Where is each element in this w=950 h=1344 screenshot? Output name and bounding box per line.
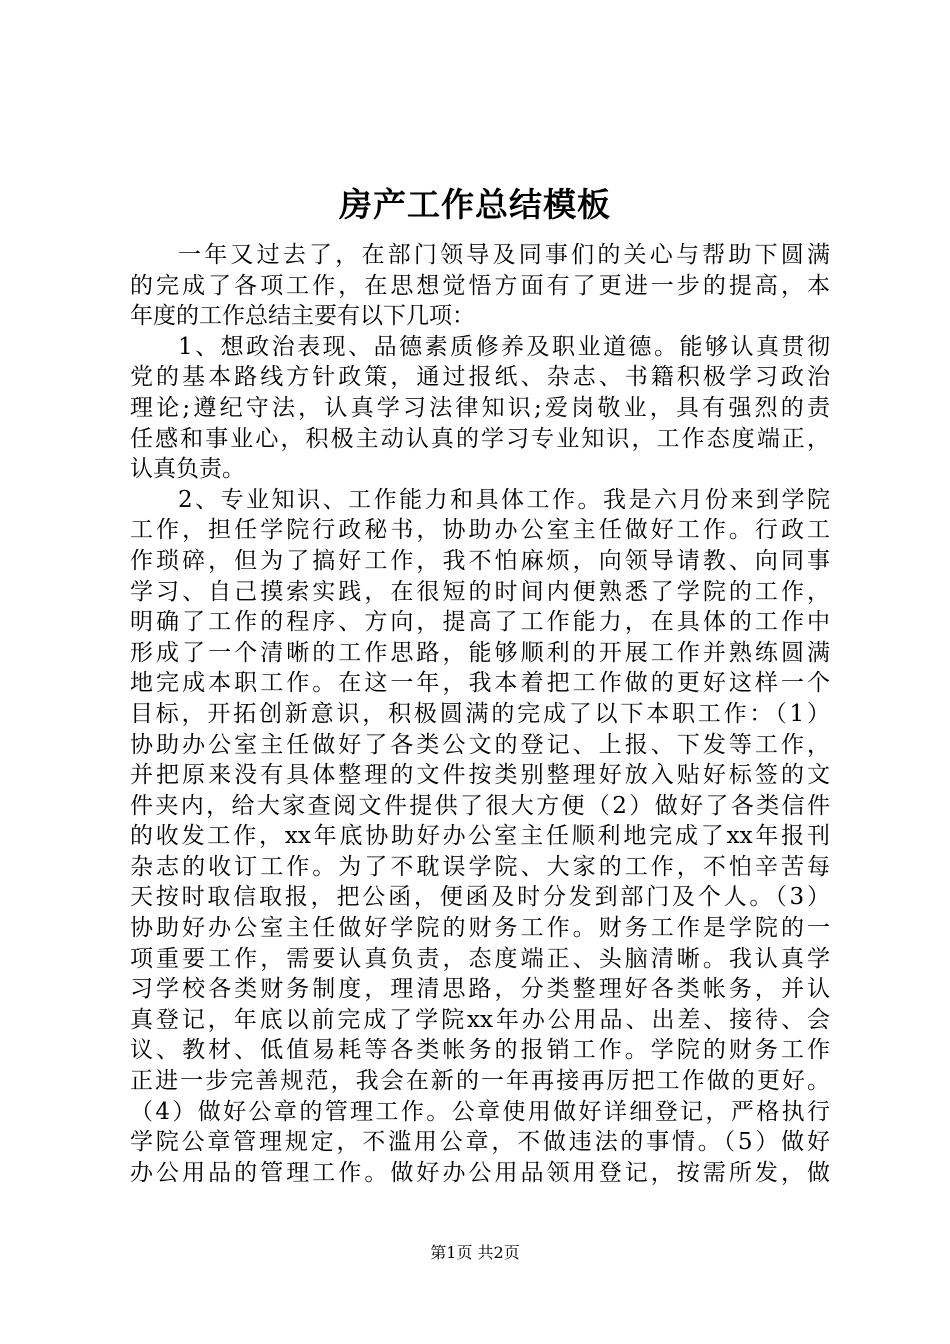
paragraph-line: （4）做好公章的管理工作。公章使用做好详细登记，严格执行	[130, 1098, 830, 1125]
paragraph-line: 正进一步完善规范，我会在新的一年再接再厉把工作做的更好。	[130, 1068, 830, 1095]
paragraph-line: 任感和事业心，积极主动认真的学习专业知识，工作态度端正，	[130, 425, 830, 452]
paragraph-line: 作琐碎，但为了搞好工作，我不怕麻烦，向领导请教、向同事	[130, 547, 830, 574]
paragraph-line: 理论;遵纪守法，认真学习法律知识;爱岗敬业，具有强烈的责	[130, 394, 830, 421]
paragraph-line: 年度的工作总结主要有以下几项：	[130, 303, 475, 330]
paragraph-line: 习学校各类财务制度，理清思路，分类整理好各类帐务，并认	[130, 976, 830, 1003]
document-title: 房产工作总结模板	[339, 185, 611, 224]
paragraph-line: 协助好办公室主任做好学院的财务工作。财务工作是学院的一	[130, 915, 830, 942]
paragraph-line: 党的基本路线方针政策，通过报纸、杂志、书籍积极学习政治	[130, 364, 830, 391]
paragraph-line: 真登记，年底以前完成了学院xx年办公用品、出差、接待、会	[130, 1006, 830, 1033]
paragraph-line: 办公用品的管理工作。做好办公用品领用登记，按需所发，做	[130, 1159, 830, 1186]
paragraph-line: 工作，担任学院行政秘书，协助办公室主任做好工作。行政工	[130, 517, 830, 544]
paragraph-line: 地完成本职工作。在这一年，我本着把工作做的更好这样一个	[130, 670, 830, 697]
paragraph-line: 并把原来没有具体整理的文件按类别整理好放入贴好标签的文	[130, 762, 830, 789]
paragraph-line: 认真负责。	[130, 456, 245, 483]
paragraph-line: 杂志的收订工作。为了不耽误学院、大家的工作，不怕辛苦每	[130, 853, 830, 880]
paragraph-line: 学习、自己摸索实践，在很短的时间内便熟悉了学院的工作，	[130, 578, 830, 605]
page-number-footer: 第1页 共2页	[430, 1243, 520, 1262]
paragraph-line: 学院公章管理规定，不滥用公章，不做违法的事情。（5）做好	[130, 1129, 830, 1156]
paragraph-line: 的完成了各项工作，在思想觉悟方面有了更进一步的提高，本	[130, 272, 830, 299]
paragraph-line: 目标，开拓创新意识，积极圆满的完成了以下本职工作：（1）	[130, 700, 830, 727]
paragraph-line: 一年又过去了，在部门领导及同事们的关心与帮助下圆满	[178, 242, 830, 268]
document-body	[130, 240, 830, 1188]
paragraph-line: 1、想政治表现、品德素质修养及职业道德。能够认真贯彻	[178, 333, 830, 360]
paragraph-line: 件夹内，给大家查阅文件提供了很大方便（2）做好了各类信件	[130, 792, 830, 819]
paragraph-line: 的收发工作，xx年底协助好办公室主任顺利地完成了xx年报刊	[130, 823, 830, 850]
paragraph-line: 议、教材、低值易耗等各类帐务的报销工作。学院的财务工作	[130, 1037, 830, 1064]
paragraph-line: 项重要工作，需要认真负责，态度端正、头脑清晰。我认真学	[130, 945, 830, 972]
paragraph-line: 协助办公室主任做好了各类公文的登记、上报、下发等工作，	[130, 731, 830, 758]
paragraph-line: 天按时取信取报，把公函，便函及时分发到部门及个人。（3）	[130, 884, 830, 911]
paragraph-line: 明确了工作的程序、方向，提高了工作能力，在具体的工作中	[130, 609, 830, 636]
paragraph-line: 形成了一个清晰的工作思路，能够顺利的开展工作并熟练圆满	[130, 639, 830, 666]
paragraph-line: 2、专业知识、工作能力和具体工作。我是六月份来到学院	[178, 486, 830, 513]
